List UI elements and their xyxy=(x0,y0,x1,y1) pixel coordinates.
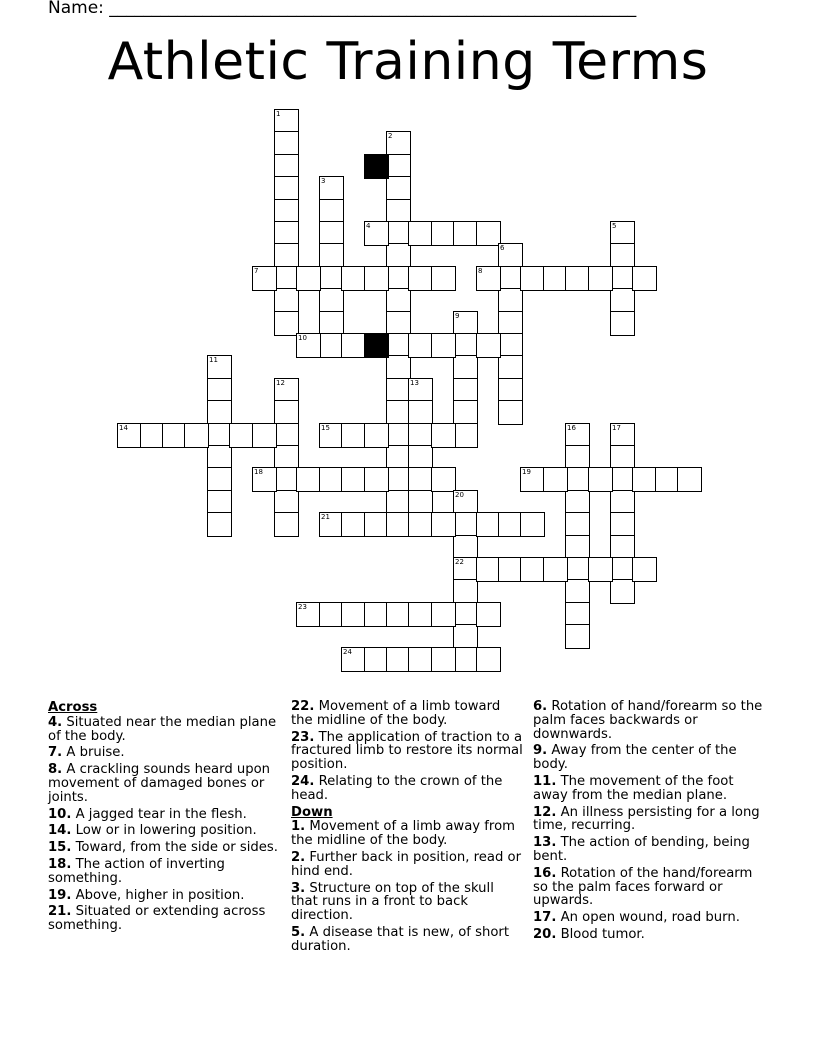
grid-cell[interactable] xyxy=(453,579,478,604)
clue-number: 15. xyxy=(48,840,72,856)
grid-cell[interactable] xyxy=(520,557,545,582)
grid-cell[interactable] xyxy=(386,131,411,156)
grid-cell[interactable] xyxy=(184,423,209,448)
clue-text: Above, higher in position. xyxy=(75,887,245,903)
grid-cell[interactable] xyxy=(296,467,321,492)
grid-cell[interactable] xyxy=(476,266,501,291)
clue-number-label: 15 xyxy=(321,424,330,432)
clue-number: 23. xyxy=(291,729,315,745)
grid-cell[interactable] xyxy=(431,423,456,448)
across-clue xyxy=(291,775,523,803)
clue-number-label: 9 xyxy=(455,312,460,320)
grid-cell[interactable] xyxy=(207,467,232,492)
clue-column-3 xyxy=(533,700,765,945)
grid-cell[interactable] xyxy=(252,266,277,291)
grid-cell[interactable] xyxy=(632,467,657,492)
grid-cell[interactable] xyxy=(117,423,142,448)
clue-number: 24. xyxy=(291,773,315,789)
grid-cell[interactable] xyxy=(498,355,523,380)
grid-cell[interactable] xyxy=(408,333,433,358)
across-clue xyxy=(48,716,280,744)
clue-text: An illness persisting for a long time, recurring. xyxy=(533,804,760,834)
grid-cell[interactable] xyxy=(296,266,321,291)
grid-cell[interactable] xyxy=(431,467,456,492)
grid-cell[interactable] xyxy=(610,512,635,537)
grid-cell[interactable] xyxy=(341,467,366,492)
grid-cell[interactable] xyxy=(274,512,299,537)
grid-cell[interactable] xyxy=(453,355,478,380)
down-heading: Down xyxy=(291,804,333,820)
clue-number: 22. xyxy=(291,699,315,714)
grid-cell[interactable] xyxy=(252,423,277,448)
clue-number: 18. xyxy=(48,856,72,872)
down-clue xyxy=(291,882,523,923)
clue-number: 3. xyxy=(291,880,306,896)
grid-cell[interactable] xyxy=(408,467,433,492)
grid-cell[interactable] xyxy=(364,266,389,291)
grid-cell[interactable] xyxy=(341,602,366,627)
grid-cell[interactable] xyxy=(319,176,344,201)
across-clue xyxy=(291,700,523,728)
grid-cell[interactable] xyxy=(319,243,344,268)
clue-number-label: 6 xyxy=(500,244,505,252)
name-line[interactable]: Name: ______________________________________________________________ xyxy=(48,0,637,18)
down-clue xyxy=(533,928,765,942)
grid-cell[interactable] xyxy=(274,176,299,201)
clue-column-2 xyxy=(291,700,523,957)
grid-cell[interactable] xyxy=(319,288,344,313)
grid-cell[interactable] xyxy=(677,467,702,492)
clue-number-label: 22 xyxy=(455,558,464,566)
page-title: Athletic Training Terms xyxy=(107,32,709,92)
clue-number: 6. xyxy=(533,699,548,714)
clue-number-label: 8 xyxy=(478,267,483,275)
clue-number: 9. xyxy=(533,743,548,759)
clue-number: 5. xyxy=(291,924,306,940)
across-clue xyxy=(48,858,280,886)
down-clue xyxy=(533,836,765,864)
down-clue xyxy=(291,926,523,954)
grid-cell[interactable] xyxy=(610,579,635,604)
grid-cell[interactable] xyxy=(498,288,523,313)
clue-number-label: 16 xyxy=(567,424,576,432)
grid-cell[interactable] xyxy=(476,333,501,358)
clue-text: Rotation of the hand/forearm so the palm faces forward or upwards. xyxy=(533,865,753,909)
clue-number: 17. xyxy=(533,910,557,926)
grid-cell[interactable] xyxy=(274,243,299,268)
clue-number: 21. xyxy=(48,904,72,920)
grid-cell[interactable] xyxy=(565,579,590,604)
clue-text: A disease that is new, of short duration. xyxy=(291,924,510,954)
clue-text: Rotation of hand/forearm so the palm faces backwards or downwards. xyxy=(533,699,763,742)
grid-cell[interactable] xyxy=(408,400,433,425)
black-cell xyxy=(364,333,389,358)
grid-cell[interactable] xyxy=(431,266,456,291)
clue-text: Situated near the median plane of the body. xyxy=(48,714,277,744)
clue-number: 12. xyxy=(533,804,557,820)
down-clue xyxy=(533,744,765,772)
clue-column-1 xyxy=(48,700,280,936)
clue-text: Away from the center of the body. xyxy=(533,743,737,773)
clue-text: Movement of a limb away from the midline of the body. xyxy=(291,819,515,849)
clue-number-label: 12 xyxy=(276,379,285,387)
grid-cell[interactable] xyxy=(476,647,501,672)
down-clue xyxy=(533,911,765,925)
grid-cell[interactable] xyxy=(207,512,232,537)
grid-cell[interactable] xyxy=(252,467,277,492)
grid-cell[interactable] xyxy=(610,243,635,268)
down-clue xyxy=(533,867,765,908)
grid-cell[interactable] xyxy=(431,647,456,672)
clue-number-label: 17 xyxy=(612,424,621,432)
clue-text: Further back in position, read or hind end. xyxy=(291,849,522,879)
clue-number: 16. xyxy=(533,865,557,881)
across-clue xyxy=(48,746,280,760)
across-heading: Across xyxy=(48,700,98,715)
clue-text: A bruise. xyxy=(66,745,125,761)
grid-cell[interactable] xyxy=(386,176,411,201)
grid-cell[interactable] xyxy=(207,355,232,380)
clue-number-label: 5 xyxy=(612,222,617,230)
grid-cell[interactable] xyxy=(341,512,366,537)
grid-cell[interactable] xyxy=(520,266,545,291)
clue-number-label: 13 xyxy=(410,379,419,387)
clue-text: Toward, from the side or sides. xyxy=(75,840,278,856)
down-clue xyxy=(291,851,523,879)
clue-text: Structure on top of the skull that runs in a front to back direction. xyxy=(291,880,494,924)
across-clue xyxy=(48,889,280,903)
clue-text: The action of bending, being bent. xyxy=(533,835,750,864)
clue-number-label: 4 xyxy=(366,222,371,230)
clue-number-label: 7 xyxy=(254,267,259,275)
grid-cell[interactable] xyxy=(229,423,254,448)
clue-number: 8. xyxy=(48,762,63,778)
clue-text: A jagged tear in the flesh. xyxy=(75,806,247,822)
clue-number-label: 1 xyxy=(276,110,281,118)
clue-number-label: 23 xyxy=(298,603,307,611)
grid-cell[interactable] xyxy=(610,311,635,336)
grid-cell[interactable] xyxy=(632,557,657,582)
grid-cell[interactable] xyxy=(543,557,568,582)
grid-cell[interactable] xyxy=(520,512,545,537)
down-clue xyxy=(533,806,765,834)
clue-number-label: 24 xyxy=(343,648,352,656)
clue-number: 4. xyxy=(48,714,63,730)
grid-cell[interactable] xyxy=(274,400,299,425)
clue-text: Situated or extending across something. xyxy=(48,904,266,934)
clue-number-label: 11 xyxy=(209,356,218,364)
grid-cell[interactable] xyxy=(386,288,411,313)
grid-cell[interactable] xyxy=(565,624,590,649)
clue-number: 1. xyxy=(291,819,306,835)
across-clue xyxy=(48,841,280,855)
grid-cell[interactable] xyxy=(364,221,389,246)
grid-cell[interactable] xyxy=(610,288,635,313)
clue-text: Blood tumor. xyxy=(560,926,645,942)
grid-cell[interactable] xyxy=(476,602,501,627)
grid-cell[interactable] xyxy=(453,400,478,425)
across-clue xyxy=(48,763,280,804)
grid-cell[interactable] xyxy=(408,221,433,246)
clue-number-label: 10 xyxy=(298,334,307,342)
grid-cell[interactable] xyxy=(386,243,411,268)
grid-cell[interactable] xyxy=(431,333,456,358)
grid-cell[interactable] xyxy=(588,557,613,582)
grid-cell[interactable] xyxy=(453,624,478,649)
clue-number: 13. xyxy=(533,835,557,851)
grid-cell[interactable] xyxy=(520,467,545,492)
grid-cell[interactable] xyxy=(453,423,478,448)
down-clue xyxy=(533,775,765,803)
grid-cell[interactable] xyxy=(632,266,657,291)
grid-cell[interactable] xyxy=(408,512,433,537)
grid-cell[interactable] xyxy=(386,355,411,380)
grid-cell[interactable] xyxy=(565,467,590,492)
grid-cell[interactable] xyxy=(207,400,232,425)
clue-number: 10. xyxy=(48,806,72,822)
clue-number: 19. xyxy=(48,887,72,903)
across-clue xyxy=(48,808,280,822)
clue-number-label: 19 xyxy=(522,468,531,476)
grid-cell[interactable] xyxy=(341,266,366,291)
grid-cell[interactable] xyxy=(341,647,366,672)
grid-cell[interactable] xyxy=(453,647,478,672)
grid-cell[interactable] xyxy=(274,288,299,313)
grid-cell[interactable] xyxy=(431,602,456,627)
across-clue xyxy=(48,824,280,838)
grid-cell[interactable] xyxy=(341,333,366,358)
clue-text: An open wound, road burn. xyxy=(560,910,740,926)
clue-text: Movement of a limb toward the midline of the body. xyxy=(291,699,501,728)
clue-number-label: 18 xyxy=(254,468,263,476)
grid-cell[interactable] xyxy=(408,647,433,672)
clue-text: The movement of the foot away from the median plane. xyxy=(533,773,734,803)
grid-cell[interactable] xyxy=(543,467,568,492)
grid-cell[interactable] xyxy=(274,131,299,156)
grid-cell[interactable] xyxy=(498,400,523,425)
clue-number: 11. xyxy=(533,773,557,789)
down-clue xyxy=(291,820,523,848)
grid-cell[interactable] xyxy=(565,512,590,537)
grid-cell[interactable] xyxy=(453,221,478,246)
grid-cell[interactable] xyxy=(453,512,478,537)
clue-text: The action of inverting something. xyxy=(48,856,225,886)
clue-number: 7. xyxy=(48,745,63,761)
grid-cell[interactable] xyxy=(296,602,321,627)
across-clue xyxy=(48,905,280,933)
clue-number-label: 2 xyxy=(388,132,393,140)
across-clue xyxy=(291,731,523,772)
grid-cell[interactable] xyxy=(588,467,613,492)
clue-number-label: 3 xyxy=(321,177,326,185)
clue-number-label: 14 xyxy=(119,424,128,432)
clue-number: 2. xyxy=(291,849,306,865)
clue-number: 20. xyxy=(533,926,557,942)
clue-text: The application of traction to a fractured limb to restore its normal position. xyxy=(291,729,523,773)
down-clue xyxy=(533,700,765,741)
grid-cell[interactable] xyxy=(408,266,433,291)
grid-cell[interactable] xyxy=(431,512,456,537)
black-cell xyxy=(364,154,389,179)
grid-cell[interactable] xyxy=(341,423,366,448)
clue-text: Relating to the crown of the head. xyxy=(291,773,503,803)
clue-number-label: 21 xyxy=(321,513,330,521)
clue-text: A crackling sounds heard upon movement of damaged bones or joints. xyxy=(48,762,271,805)
grid-cell[interactable] xyxy=(364,423,389,448)
clue-number-label: 20 xyxy=(455,491,464,499)
grid-cell[interactable] xyxy=(565,266,590,291)
grid-cell[interactable] xyxy=(498,243,523,268)
grid-cell[interactable] xyxy=(364,467,389,492)
grid-cell[interactable] xyxy=(408,602,433,627)
clue-number: 14. xyxy=(48,823,72,839)
clue-text: Low or in lowering position. xyxy=(75,823,257,839)
grid-cell[interactable] xyxy=(296,333,321,358)
grid-cell[interactable] xyxy=(588,266,613,291)
